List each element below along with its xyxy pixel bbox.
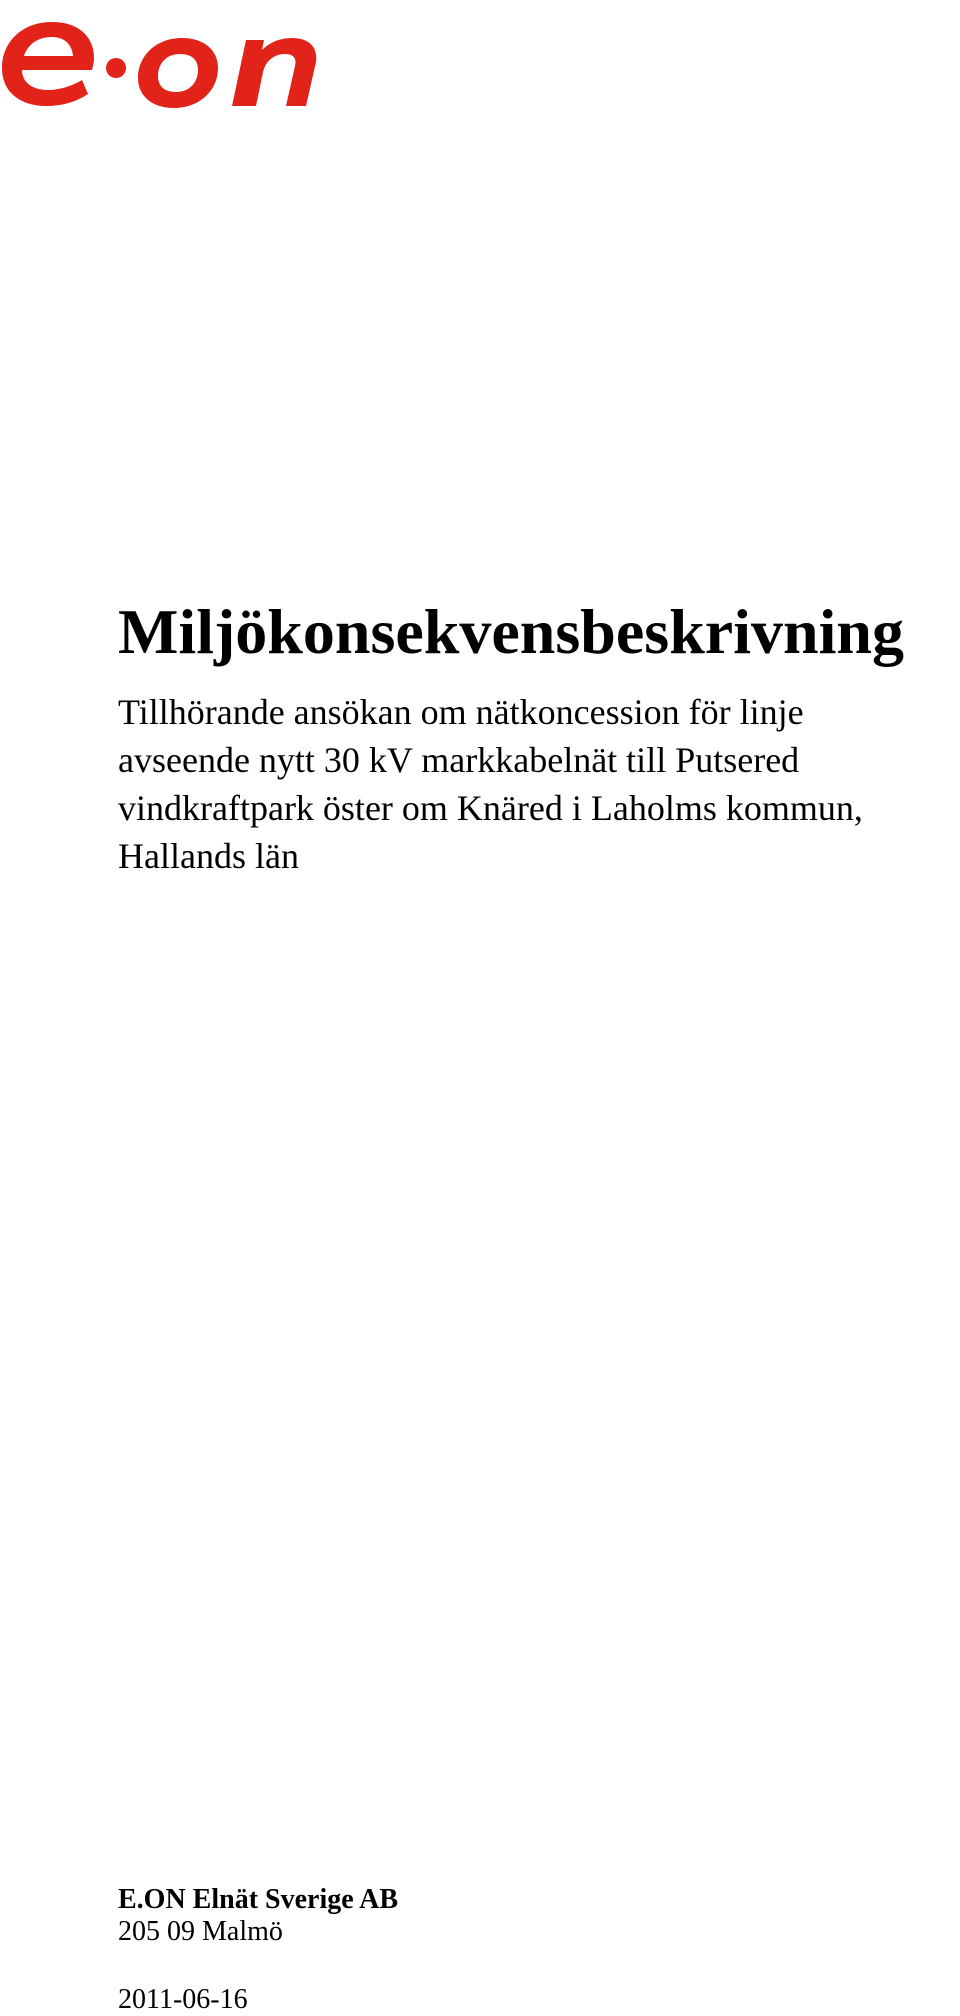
logo-letter-e xyxy=(2,22,94,106)
document-title: Miljökonsekvensbeskrivning xyxy=(118,596,904,667)
company-name: E.ON Elnät Sverige AB xyxy=(118,1884,399,1915)
document-date: 2011-06-16 xyxy=(118,1984,248,2015)
subtitle-line: Hallands län xyxy=(118,836,299,876)
document-subtitle xyxy=(118,688,958,880)
eon-logo xyxy=(0,8,320,108)
subtitle-line: vindkraftpark öster om Knäred i Laholms kommun, xyxy=(118,788,863,828)
subtitle-line: Tillhörande ansökan om nätkoncession för linje xyxy=(118,692,804,732)
publisher-block xyxy=(118,1884,398,1948)
logo-letter-n xyxy=(232,38,316,106)
logo-letter-o xyxy=(138,38,218,108)
subtitle-line: avseende nytt 30 kV markkabelnät till Putsered xyxy=(118,740,800,780)
company-address: 205 09 Malmö xyxy=(118,1916,283,1947)
logo-dot xyxy=(106,58,126,78)
